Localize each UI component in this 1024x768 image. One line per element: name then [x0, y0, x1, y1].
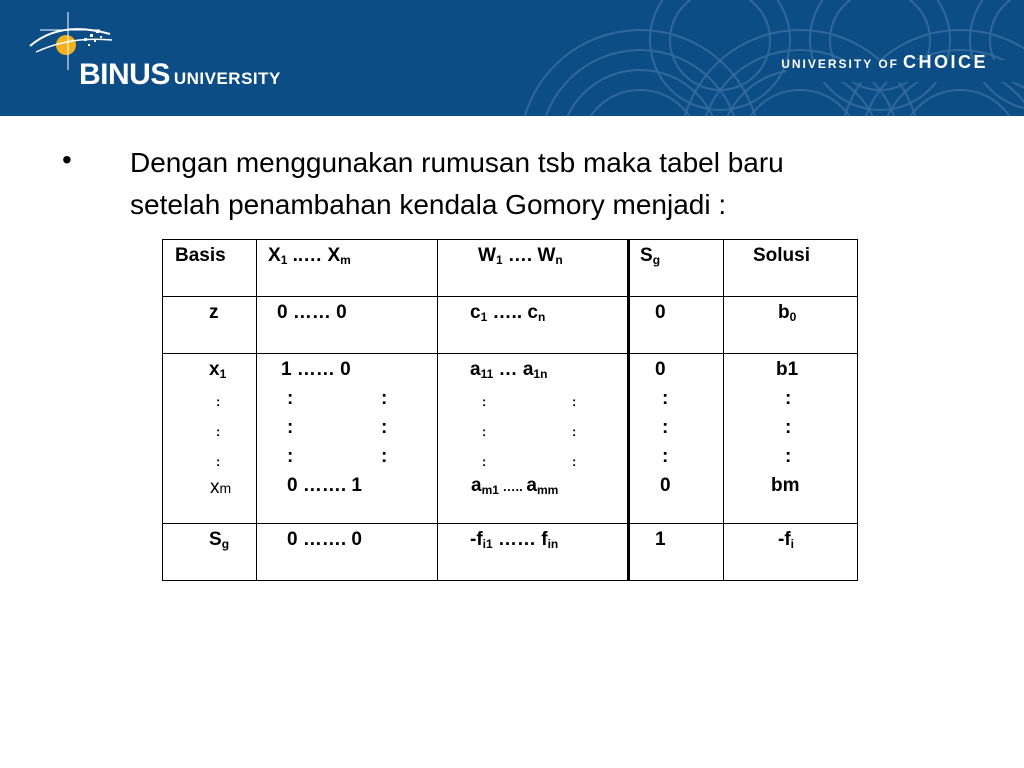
- tagline: [781, 52, 988, 73]
- cell-z-sg: 0: [629, 297, 724, 354]
- cell-main-basis: $x_1$ : : : xm: [163, 354, 257, 524]
- tagline-prefix: UNIVERSITY OF: [781, 57, 899, 71]
- header-w-cols: $W_1$ …. $W_n$: [438, 240, 629, 297]
- header-basis: Basis: [163, 240, 257, 297]
- cell-sg-w: $-f_{i1}$ …… $f_{in}$: [438, 524, 629, 581]
- cell-z-basis: z: [163, 297, 257, 354]
- bullet-line-1: Dengan menggunakan rumusan tsb maka tabel baru: [130, 147, 784, 178]
- cell-sg-sg: 1: [629, 524, 724, 581]
- cell-main-w: $a_{11}$ … $a_{1n}$ : : : : : : $a_{m1}$ ….. $a_{mm}$: [438, 354, 629, 524]
- cell-z-x: 0 …… 0: [257, 297, 438, 354]
- cell-sg-sol: $-f_i$: [724, 524, 858, 581]
- cell-z-w: $c_1$ ….. $c_n$: [438, 297, 629, 354]
- logo-main-text: BINUS: [79, 58, 170, 91]
- bullet-line-2: setelah penambahan kendala Gomory menjadi :: [130, 189, 727, 220]
- cell-sg-basis: $S_g$: [163, 524, 257, 581]
- gomory-table: [162, 239, 858, 581]
- bullet-text: [130, 142, 950, 226]
- table-header-row: [163, 240, 858, 297]
- cell-z-sol: $b_0$: [724, 297, 858, 354]
- header-x-cols: $X_1$ ..… $X_m$: [257, 240, 438, 297]
- header-solusi: Solusi: [724, 240, 858, 297]
- tagline-main: CHOICE: [902, 52, 988, 72]
- logo-wordmark: [79, 58, 281, 92]
- cell-main-sol: b1 : : : bm: [724, 354, 858, 524]
- header-sg: $S_g$: [629, 240, 724, 297]
- header-banner: [0, 0, 1024, 116]
- cell-main-sg: 0 : : : 0: [629, 354, 724, 524]
- table-row-z: [163, 297, 858, 354]
- table-row-constraints: [163, 354, 858, 524]
- logo-sub-text: UNIVERSITY: [173, 69, 281, 88]
- cell-sg-x: 0 ……. 0: [257, 524, 438, 581]
- cell-main-x: 1 …… 0 : : : : : : 0 ……. 1: [257, 354, 438, 524]
- table-row-sg: [163, 524, 858, 581]
- bullet-marker: •: [62, 144, 72, 175]
